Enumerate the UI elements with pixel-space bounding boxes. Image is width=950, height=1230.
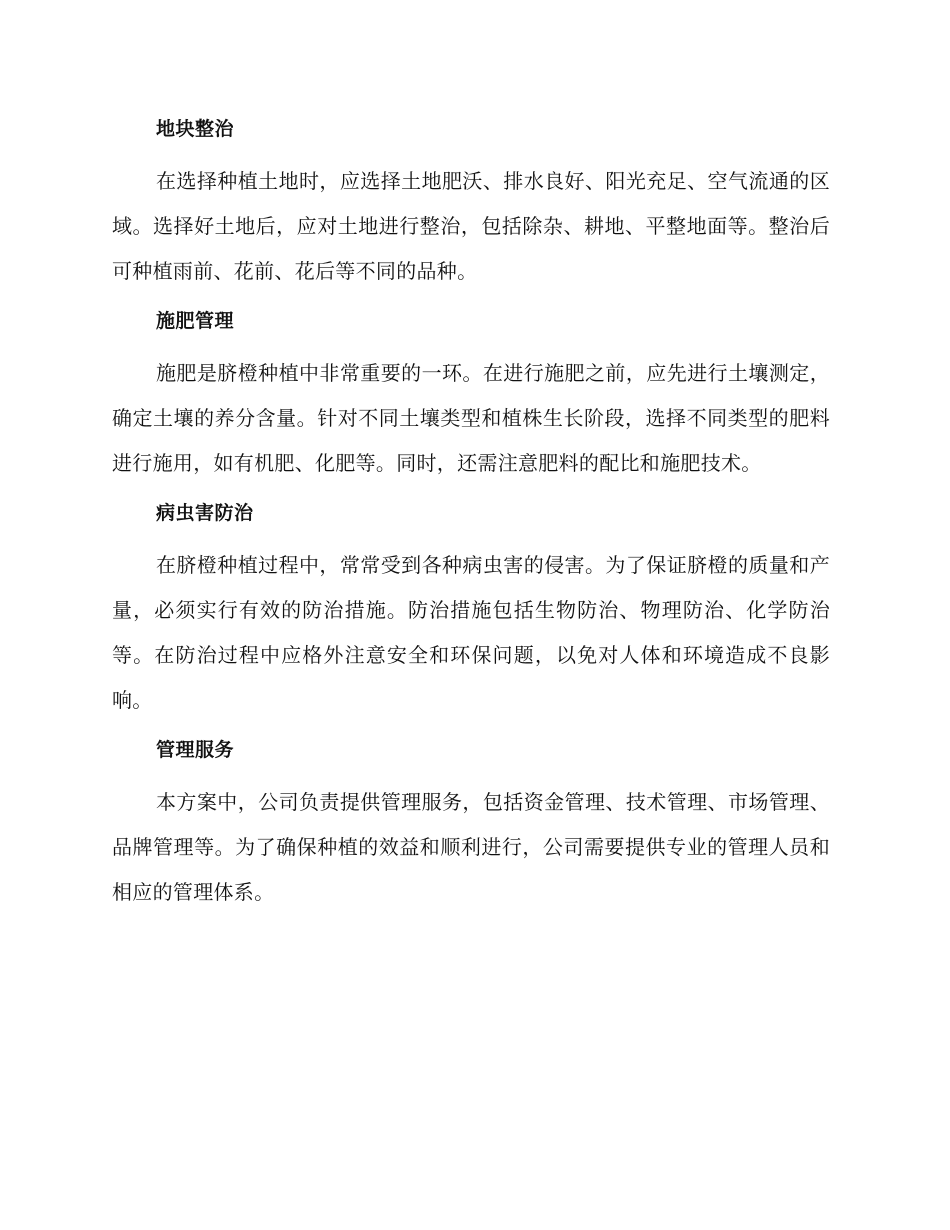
section-heading-land-preparation: 地块整治: [156, 118, 235, 140]
section-heading-management-services: 管理服务: [156, 739, 235, 761]
section-body-management-services: 本方案中，公司负责提供管理服务，包括资金管理、技术管理、市场管理、品牌管理等。为了确保种植的效益和顺利进行，公司需要提供专业的管理人员和相应的管理体系。: [112, 790, 830, 904]
section-heading-fertilization: 施肥管理: [156, 310, 235, 332]
section-body-fertilization: 施肥是脐橙种植中非常重要的一环。在进行施肥之前，应先进行土壤测定，确定土壤的养分含量。针对不同土壤类型和植株生长阶段，选择不同类型的肥料进行施用，如有机肥、化肥等。同时，还需注意肥料的配比和施肥技术。: [112, 361, 830, 475]
section-body-pest-control: 在脐橙种植过程中，常常受到各种病虫害的侵害。为了保证脐橙的质量和产量，必须实行有效的防治措施。防治措施包括生物防治、物理防治、化学防治等。在防治过程中应格外注意安全和环保问题，以免对人体和环境造成不良影响。: [112, 553, 830, 712]
document-content: [112, 112, 830, 915]
section-body-land-preparation: 在选择种植土地时，应选择土地肥沃、排水良好、阳光充足、空气流通的区域。选择好土地后，应对土地进行整治，包括除杂、耕地、平整地面等。整治后可种植雨前、花前、花后等不同的品种。: [112, 169, 830, 283]
section-heading-pest-control: 病虫害防治: [156, 502, 254, 524]
